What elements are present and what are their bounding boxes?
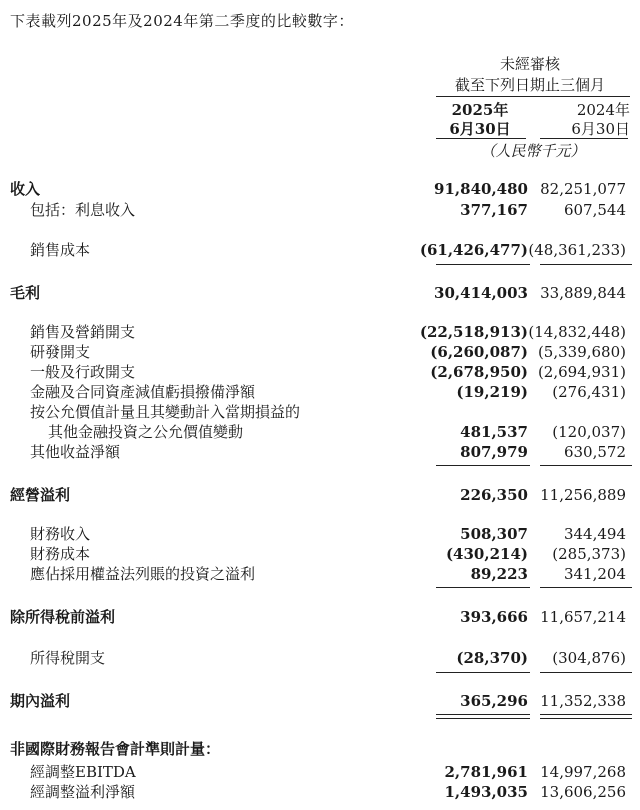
row-label: 包括：利息收入 bbox=[30, 201, 136, 219]
row-label: 銷售成本 bbox=[30, 241, 91, 259]
value-2024: (304,876) bbox=[552, 649, 626, 667]
row-label: 期內溢利 bbox=[10, 692, 71, 710]
row-impairment bbox=[0, 381, 640, 403]
col1-date: 6月30日 bbox=[449, 120, 511, 138]
row-profit-for-period bbox=[0, 690, 640, 712]
underline-col1 bbox=[436, 264, 530, 265]
row-interest-income bbox=[0, 199, 640, 221]
value-2024: 82,251,077 bbox=[540, 180, 626, 198]
intro-text: 下表載列2025年及2024年第二季度的比較數字： bbox=[10, 12, 354, 30]
row-revenue bbox=[0, 178, 640, 200]
double-underline-col1 bbox=[436, 714, 530, 719]
col1-header-underline bbox=[436, 138, 526, 139]
value-2025: (61,426,477) bbox=[419, 241, 528, 259]
value-2025: 1,493,035 bbox=[444, 783, 528, 801]
value-2024: (14,832,448) bbox=[528, 323, 626, 341]
col1-year: 2025年 bbox=[451, 101, 509, 119]
row-fair-value-line1 bbox=[0, 401, 640, 423]
row-label: 金融及合同資產減值虧損撥備淨額 bbox=[30, 383, 256, 401]
value-2024: 11,352,338 bbox=[540, 692, 626, 710]
value-2025: 2,781,961 bbox=[444, 763, 528, 781]
row-label: 經調整EBITDA bbox=[30, 763, 136, 781]
value-2025: 226,350 bbox=[460, 486, 528, 504]
row-label: 除所得稅前溢利 bbox=[10, 608, 116, 626]
value-2025: (22,518,913) bbox=[419, 323, 528, 341]
row-non-ifrs-heading bbox=[0, 738, 640, 760]
row-selling-expenses bbox=[0, 321, 640, 343]
value-2025: 807,979 bbox=[460, 443, 528, 461]
row-rnd-expenses bbox=[0, 341, 640, 363]
value-2025: 30,414,003 bbox=[434, 284, 528, 302]
value-2025: 508,307 bbox=[460, 525, 528, 543]
value-2025: 481,537 bbox=[460, 423, 528, 441]
value-2025: 89,223 bbox=[470, 565, 528, 583]
value-2024: 11,657,214 bbox=[540, 608, 626, 626]
row-admin-expenses bbox=[0, 361, 640, 383]
col2-year: 2024年 bbox=[576, 101, 630, 119]
value-2025: 365,296 bbox=[460, 692, 528, 710]
value-2025: (6,260,087) bbox=[430, 343, 528, 361]
header-unaudited: 未經審核 bbox=[499, 55, 560, 73]
value-2025: (28,370) bbox=[456, 649, 528, 667]
underline-col2 bbox=[540, 672, 632, 673]
value-2024: 341,204 bbox=[563, 565, 626, 583]
row-label: 銷售及營銷開支 bbox=[30, 323, 136, 341]
value-2025: (2,678,950) bbox=[430, 363, 528, 381]
row-label: 毛利 bbox=[10, 284, 41, 302]
underline-col1 bbox=[436, 465, 530, 466]
row-profit-before-tax bbox=[0, 606, 640, 628]
value-2024: (48,361,233) bbox=[528, 241, 626, 259]
value-2024: 13,606,256 bbox=[540, 783, 626, 801]
double-underline-col2 bbox=[540, 714, 632, 719]
row-label: 應佔採用權益法列賬的投資之溢利 bbox=[30, 565, 256, 583]
value-2025: (430,214) bbox=[445, 545, 528, 563]
value-2024: 11,256,889 bbox=[540, 486, 626, 504]
row-finance-income bbox=[0, 523, 640, 545]
value-2025: (19,219) bbox=[456, 383, 528, 401]
value-2024: 14,997,268 bbox=[540, 763, 626, 781]
row-label: 經營溢利 bbox=[10, 486, 71, 504]
value-2024: 630,572 bbox=[563, 443, 626, 461]
value-2025: 91,840,480 bbox=[434, 180, 528, 198]
value-2024: 33,889,844 bbox=[540, 284, 626, 302]
value-2024: (285,373) bbox=[552, 545, 626, 563]
col2-date: 6月30日 bbox=[571, 120, 630, 138]
underline-col2 bbox=[540, 587, 632, 588]
row-other-gains bbox=[0, 441, 640, 463]
value-2024: (2,694,931) bbox=[537, 363, 626, 381]
value-2024: (120,037) bbox=[552, 423, 626, 441]
row-label: 財務成本 bbox=[30, 545, 91, 563]
row-gross-profit bbox=[0, 282, 640, 304]
unit-label: （人民幣千元） bbox=[480, 142, 586, 160]
value-2024: 607,544 bbox=[563, 201, 626, 219]
underline-col1 bbox=[436, 672, 530, 673]
header-divider bbox=[436, 96, 630, 97]
row-cost-of-sales bbox=[0, 239, 640, 261]
row-adjusted-ebitda bbox=[0, 761, 640, 783]
value-2025: 377,167 bbox=[460, 201, 528, 219]
row-label: 一般及行政開支 bbox=[30, 363, 136, 381]
row-fair-value-change bbox=[0, 421, 640, 443]
row-label: 經調整溢利淨額 bbox=[30, 783, 136, 801]
row-label: 其他金融投資之公允價值變動 bbox=[48, 423, 244, 441]
row-label: 其他收益淨額 bbox=[30, 443, 121, 461]
row-label: 收入 bbox=[10, 180, 41, 198]
row-finance-costs bbox=[0, 543, 640, 565]
value-2024: (276,431) bbox=[552, 383, 626, 401]
row-label: 財務收入 bbox=[30, 525, 91, 543]
row-label: 按公允價值計量且其變動計入當期損益的 bbox=[30, 403, 301, 421]
header-period: 截至下列日期止三個月 bbox=[454, 76, 605, 94]
value-2025: 393,666 bbox=[460, 608, 528, 626]
row-label: 研發開支 bbox=[30, 343, 91, 361]
underline-col2 bbox=[540, 264, 632, 265]
underline-col2 bbox=[540, 465, 632, 466]
value-2024: 344,494 bbox=[563, 525, 626, 543]
col2-header-underline bbox=[540, 138, 628, 139]
row-operating-profit bbox=[0, 484, 640, 506]
underline-col1 bbox=[436, 587, 530, 588]
value-2024: (5,339,680) bbox=[537, 343, 626, 361]
row-label: 所得稅開支 bbox=[30, 649, 106, 667]
row-adjusted-net-profit bbox=[0, 781, 640, 803]
row-income-tax bbox=[0, 647, 640, 669]
row-share-of-profit bbox=[0, 563, 640, 585]
row-label: 非國際財務報告會計準則計量： bbox=[10, 740, 221, 758]
